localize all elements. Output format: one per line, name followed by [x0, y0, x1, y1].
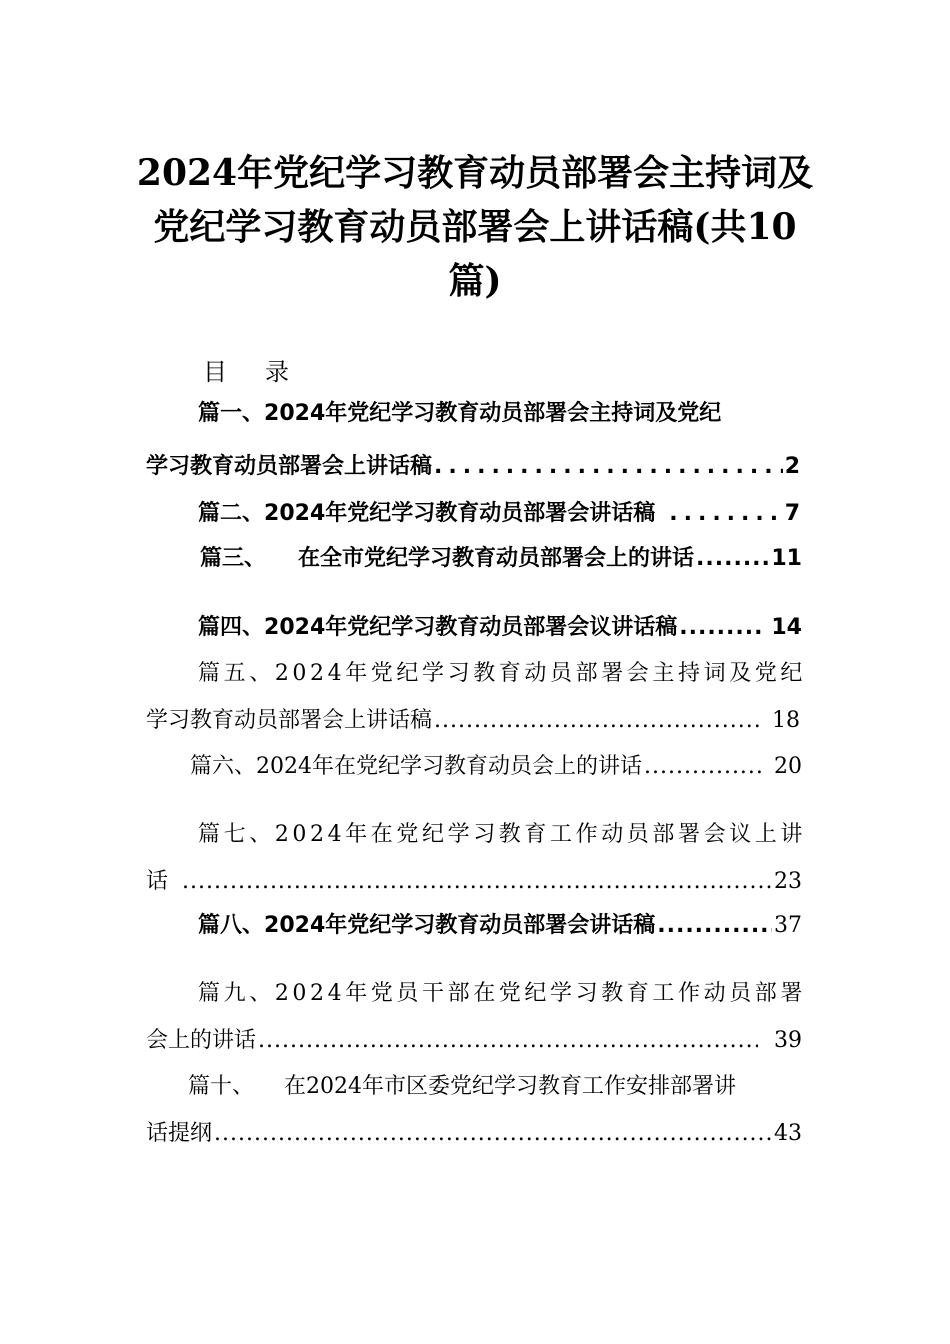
title-line-2: 党纪学习教育动员部署会上讲话稿(共10	[153, 206, 797, 248]
toc-entry-prefix: 篇十、	[188, 1074, 255, 1099]
toc-page-number: 43	[774, 1121, 802, 1146]
toc-heading: 目录	[203, 358, 327, 386]
toc-entry-title: 在2024年市区委党纪学习教育工作安排部署讲	[284, 1074, 737, 1099]
toc-entry-title: 2024年在党纪学习教育动员会上的讲话	[256, 754, 643, 779]
toc-entry-title: 学习教育动员部署会上讲话稿	[146, 708, 433, 733]
toc-page-number: 14	[771, 615, 802, 640]
toc-page-number: 7	[784, 501, 800, 526]
toc-entry-5-line-2	[146, 703, 800, 734]
title-line-1: 2024年党纪学习教育动员部署会主持词及	[136, 152, 814, 194]
toc-entry-title: 话提纲	[146, 1121, 213, 1146]
toc-entry-1-line-1	[198, 396, 800, 427]
toc-entry-prefix: 篇三、	[200, 546, 267, 571]
toc-entry-prefix: 篇二、	[198, 501, 265, 526]
toc-entry-prefix: 篇六、	[190, 754, 257, 779]
toc-entry-title: 在全市党纪学习教育动员部署会上的讲话	[298, 546, 695, 571]
toc-entry-title: 2024年党纪学习教育动员部署会主持词及党纪	[274, 661, 807, 686]
toc-leader-dots	[214, 1121, 772, 1146]
toc-entry-prefix: 篇五、	[198, 661, 275, 686]
toc-entry-prefix: 篇一、	[198, 401, 265, 426]
toc-entry-2	[198, 496, 800, 527]
toc-leader-dots	[679, 615, 765, 640]
toc-leader-dots	[258, 1028, 758, 1053]
toc-entry-prefix: 篇八、	[198, 913, 265, 938]
toc-leader-dots	[657, 913, 772, 938]
toc-entry-prefix: 篇九、	[198, 981, 275, 1006]
toc-leader-dots	[696, 546, 769, 571]
toc-entry-9-line-2	[146, 1023, 802, 1054]
toc-entry-7-line-1	[198, 817, 808, 848]
toc-entry-title: 学习教育动员部署会上讲话稿	[146, 454, 433, 479]
toc-entry-prefix: 篇四、	[198, 615, 265, 640]
toc-entry-title: 2024年在党纪学习教育工作动员部署会议上讲	[274, 822, 807, 847]
toc-entry-title: 2024年党纪学习教育动员部署会讲话稿	[264, 913, 656, 938]
toc-entry-prefix: 篇七、	[198, 822, 275, 847]
toc-leader-dots	[644, 754, 764, 779]
toc-entry-8	[198, 908, 802, 939]
toc-entry-title: 会上的讲话	[146, 1028, 257, 1053]
toc-entry-9-line-1	[198, 976, 808, 1007]
toc-entry-7-line-2	[146, 864, 802, 895]
toc-entry-title: 2024年党纪学习教育动员部署会讲话稿	[264, 501, 656, 526]
toc-leader-dots	[434, 708, 762, 733]
toc-leader-dots	[669, 501, 782, 526]
toc-page-number: 39	[774, 1028, 802, 1053]
toc-page-number: 18	[772, 708, 800, 733]
toc-entry-10-line-2	[146, 1116, 802, 1147]
toc-page-number: 2	[784, 454, 800, 479]
toc-page-number: 23	[774, 869, 802, 894]
toc-entry-title: 2024年党纪学习教育动员部署会议讲话稿	[264, 615, 678, 640]
toc-entry-4	[198, 610, 802, 641]
toc-entry-6	[190, 749, 802, 780]
toc-leader-dots	[434, 454, 783, 479]
toc-page-number: 11	[771, 546, 802, 571]
toc-entry-3	[200, 541, 802, 572]
toc-entry-10-line-1	[188, 1069, 808, 1100]
toc-page-number: 20	[774, 754, 802, 779]
toc-page-number: 37	[774, 913, 802, 938]
title-line-3: 篇)	[448, 260, 502, 302]
toc-entry-5-line-1	[198, 656, 808, 687]
document-title	[120, 146, 830, 308]
toc-entry-title: 2024年党员干部在党纪学习教育工作动员部署	[274, 981, 807, 1006]
toc-entry-title: 2024年党纪学习教育动员部署会主持词及党纪	[264, 401, 722, 426]
toc-entry-1-line-2	[146, 449, 800, 480]
toc-entry-title: 话	[146, 869, 169, 894]
toc-leader-dots	[182, 869, 772, 894]
